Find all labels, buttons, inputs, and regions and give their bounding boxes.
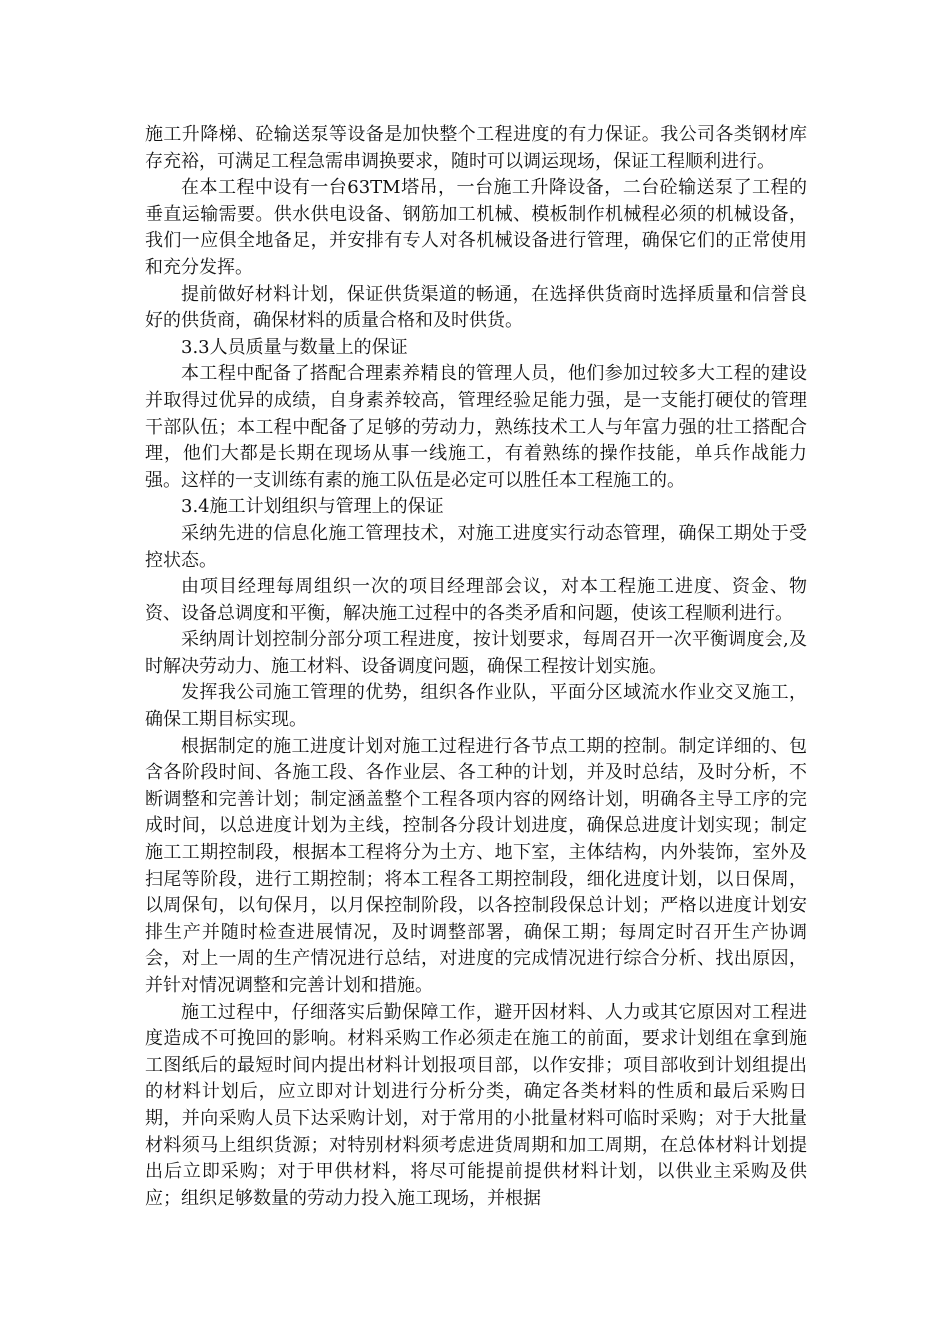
- body-paragraph: 施工升降梯、砼输送泵等设备是加快整个工程进度的有力保证。我公司各类钢材库存充裕，可满足工程急需串调换要求，随时可以调运现场，保证工程顺利进行。: [145, 124, 807, 172]
- section-heading: 3.4施工计划组织与管理上的保证: [181, 496, 444, 518]
- body-paragraph: 根据制定的施工进度计划对施工过程进行各节点工期的控制。制定详细的、包含各阶段时间、各施工段、各作业层、各工种的计划，并及时总结，及时分析，不断调整和完善计划；制定涵盖整个工程各项内容的网络计划，明确各主导工序的完成时间，以总进度计划为主线，控制各分段计划进度，确保总进度计划实现；制定施工工期控制段，根据本工程将分为土方、地下室，主体结构，内外装饰，室外及扫尾等阶段，进行工期控制；将本工程各工期控制段，细化进度计划，以日保周，以周保旬，以旬保月，以月保控制阶段，以各控制段保总计划；严格以进度计划安排生产并随时检查进展情况，及时调整部署，确保工期；每周定时召开生产协调会，对上一周的生产情况进行总结，对进度的完成情况进行综合分析、找出原因，并针对情况调整和完善计划和措施。: [145, 735, 807, 996]
- body-paragraph: 提前做好材料计划，保证供货渠道的畅通，在选择供货商时选择质量和信誉良好的供货商，确保材料的质量合格和及时供货。: [145, 283, 807, 332]
- body-paragraph: 本工程中配备了搭配合理素养精良的管理人员，他们参加过较多大工程的建设并取得过优异的成绩，自身素养较高，管理经验足能力强，是一支能打硬仗的管理干部队伍；本工程中配备了足够的劳动力，熟练技术工人与年富力强的壮工搭配合理，他们大都是长期在现场从事一线施工，有着熟练的操作技能，单兵作战能力强。这样的一支训练有素的施工队伍是必定可以胜任本工程施工的。: [145, 363, 807, 491]
- body-paragraph: 采纳周计划控制分部分项工程进度，按计划要求，每周召开一次平衡调度会,及时解决劳动力、施工材料、设备调度问题，确保工程按计划实施。: [145, 629, 807, 677]
- section-heading: 3.3人员质量与数量上的保证: [181, 336, 408, 358]
- body-paragraph: 由项目经理每周组织一次的项目经理部会议，对本工程施工进度、资金、物资、设备总调度和平衡，解决施工过程中的各类矛盾和问题，使该工程顺利进行。: [145, 576, 807, 624]
- body-paragraph: 采纳先进的信息化施工管理技术，对施工进度实行动态管理，确保工期处于受控状态。: [145, 522, 807, 571]
- document-page: [145, 122, 807, 1212]
- body-paragraph: 施工过程中，仔细落实后勤保障工作，避开因材料、人力或其它原因对工程进度造成不可挽回的影响。材料采购工作必须走在施工的前面，要求计划组在拿到施工图纸后的最短时间内提出材料计划报项目部，以作安排；项目部收到计划组提出的材料计划后，应立即对计划进行分析分类，确定各类材料的性质和最后采购日期，并向采购人员下达采购计划，对于常用的小批量材料可临时采购；对于大批量材料须马上组织货源；对特别材料须考虑进货周期和加工周期，在总体材料计划提出后立即采购；对于甲供材料，将尽可能提前提供材料计划，以供业主采购及供应；组织足够数量的劳动力投入施工现场，并根据: [145, 1001, 807, 1209]
- body-paragraph: 在本工程中设有一台63TM塔吊，一台施工升降设备，二台砼输送泵了工程的垂直运输需要。供水供电设备、钢筋加工机械、模板制作机械程必须的机械设备，我们一应俱全地备足，并安排有专人对各机械设备进行管理，确保它们的正常使用和充分发挥。: [145, 177, 807, 278]
- body-paragraph: 发挥我公司施工管理的优势，组织各作业队，平面分区域流水作业交叉施工，确保工期目标实现。: [145, 682, 807, 731]
